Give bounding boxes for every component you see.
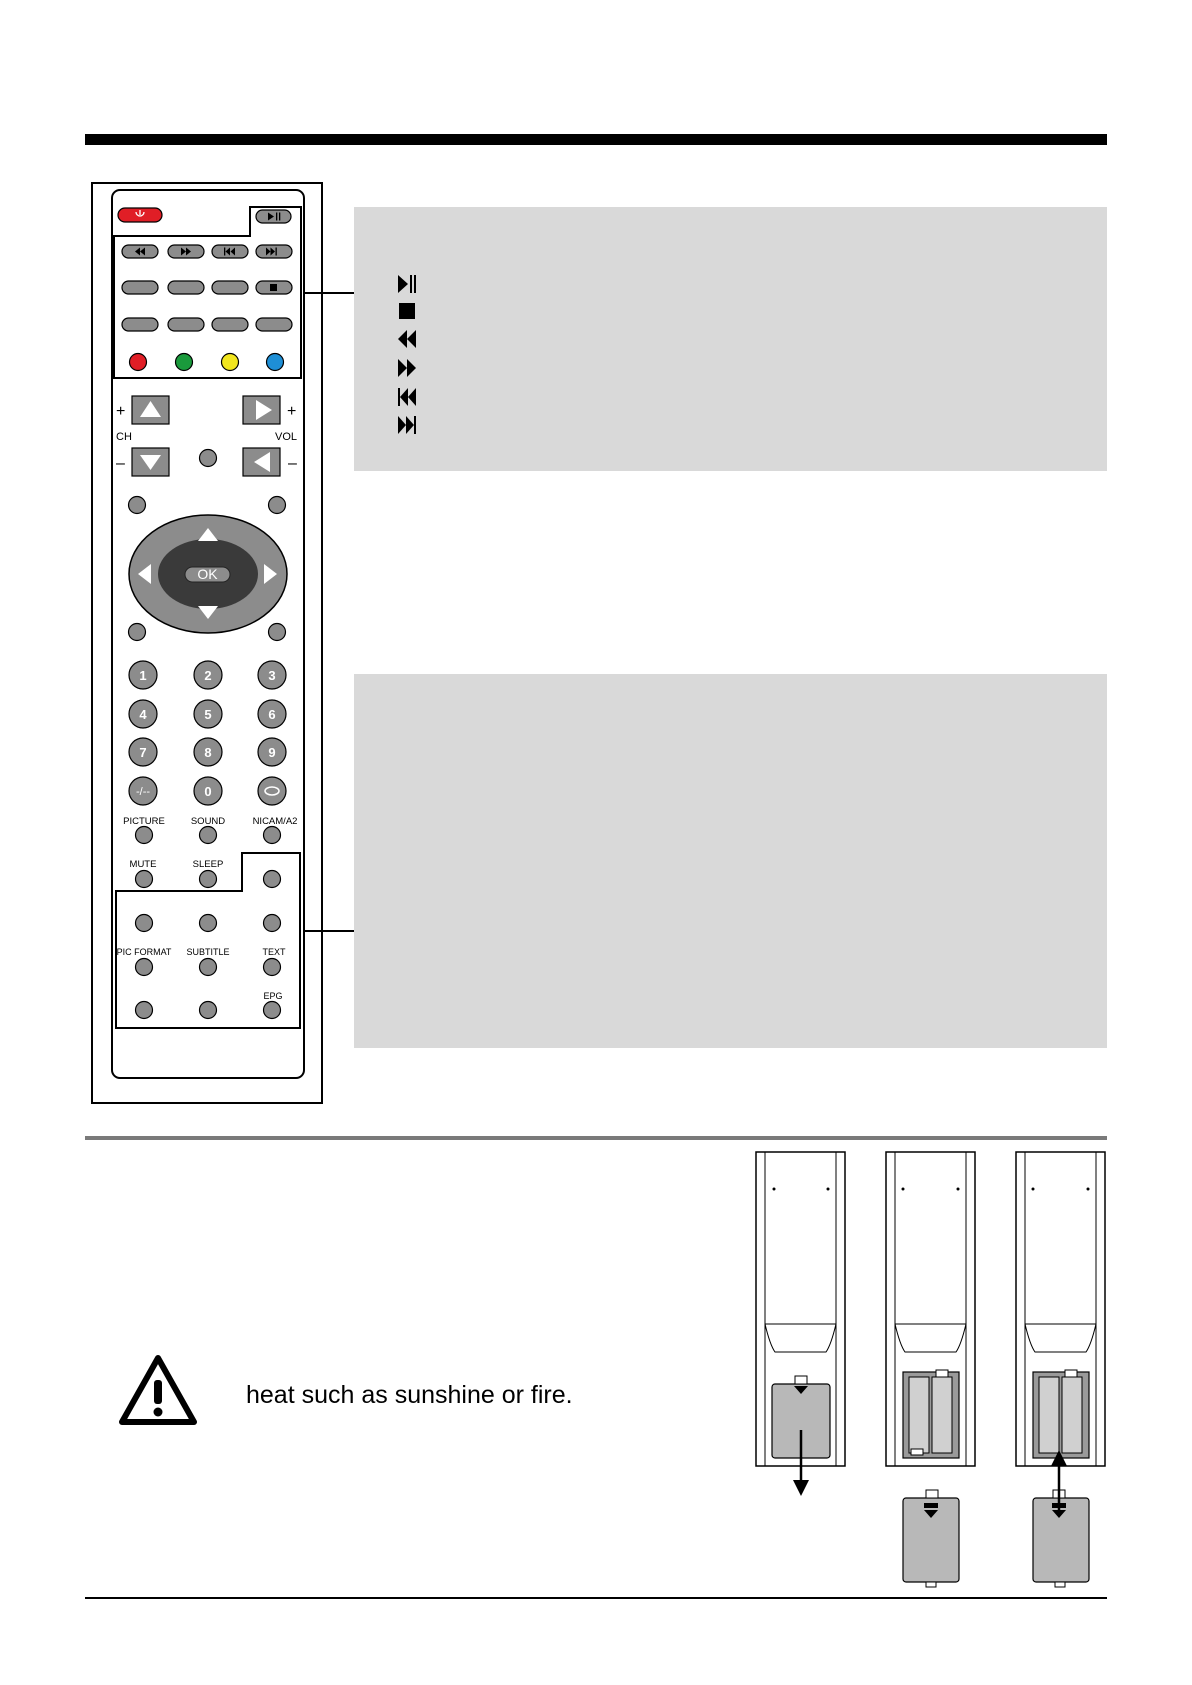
digit-label: 2 — [204, 668, 212, 683]
function-keys-panel — [354, 674, 1107, 1048]
digit-label: 5 — [204, 707, 212, 722]
digit-label: 9 — [268, 745, 276, 760]
rewind-icon — [396, 328, 418, 350]
media-keys-panel — [354, 207, 1107, 471]
subtitle-button[interactable] — [200, 959, 217, 976]
red-key[interactable] — [130, 354, 147, 371]
round-button[interactable] — [264, 871, 281, 888]
round-button[interactable] — [136, 1002, 153, 1019]
blue-key[interactable] — [267, 354, 284, 371]
vol-label: VOL — [275, 431, 298, 443]
vol-up-button[interactable] — [243, 396, 280, 424]
yellow-key[interactable] — [222, 354, 239, 371]
digit-label: 7 — [139, 745, 147, 760]
battery-warning-text: heat such as sunshine or fire. — [246, 1381, 573, 1409]
vol-plus-label: + — [287, 403, 297, 420]
vol-down-button[interactable] — [243, 448, 280, 476]
sleep-button[interactable] — [200, 871, 217, 888]
power-button[interactable] — [118, 208, 162, 222]
epg-label: EPG — [263, 991, 283, 1001]
mute-label: MUTE — [129, 859, 157, 870]
ch-down-button[interactable] — [132, 448, 169, 476]
remote-battery-compartment — [886, 1152, 975, 1466]
remote-cover-replacement — [1016, 1152, 1105, 1466]
pic-format-label: PIC FORMAT — [116, 947, 172, 957]
sound-button[interactable] — [200, 827, 217, 844]
rewind-button[interactable] — [122, 245, 158, 258]
round-button[interactable] — [136, 915, 153, 932]
media-button[interactable] — [168, 318, 204, 331]
round-button[interactable] — [129, 624, 146, 641]
battery-cover — [903, 1490, 959, 1587]
previous-icon — [396, 386, 418, 408]
text-button[interactable] — [264, 959, 281, 976]
round-button[interactable] — [269, 624, 286, 641]
digit-label: 0 — [204, 784, 212, 799]
digit-label: 3 — [268, 668, 276, 683]
battery-install-diagram — [750, 1148, 1110, 1588]
top-rule — [85, 134, 1107, 145]
ch-up-button[interactable] — [132, 396, 169, 424]
ch-label: CH — [116, 431, 132, 443]
media-button[interactable] — [212, 318, 248, 331]
stop-icon — [396, 300, 418, 322]
sleep-label: SLEEP — [192, 859, 224, 870]
sound-label: SOUND — [190, 816, 226, 827]
picture-label: PICTURE — [123, 816, 165, 827]
ch-plus-label: + — [116, 403, 126, 420]
digit-label: 1 — [139, 668, 147, 683]
ok-button[interactable] — [185, 566, 230, 582]
ch-minus-label: – — [116, 455, 125, 472]
ok-label: OK — [197, 566, 218, 582]
round-button[interactable] — [264, 915, 281, 932]
green-key[interactable] — [176, 354, 193, 371]
round-button[interactable] — [269, 497, 286, 514]
text-label: TEXT — [262, 947, 286, 957]
media-button[interactable] — [256, 318, 292, 331]
media-button[interactable] — [168, 281, 204, 294]
pic-format-button[interactable] — [136, 959, 153, 976]
remote-control-diagram — [90, 181, 324, 1105]
section-divider — [85, 1136, 1107, 1140]
stop-button[interactable] — [256, 281, 292, 294]
mute-button[interactable] — [136, 871, 153, 888]
warning-triangle-icon — [118, 1354, 198, 1426]
digit-label: 8 — [204, 745, 212, 760]
play-pause-icon — [396, 273, 418, 295]
subtitle-label: SUBTITLE — [186, 947, 230, 957]
fast-forward-button[interactable] — [168, 245, 204, 258]
next-button[interactable] — [256, 245, 292, 258]
picture-button[interactable] — [136, 827, 153, 844]
recall-button[interactable] — [258, 777, 286, 805]
remote-back-cover-removal — [756, 1152, 845, 1496]
vol-minus-label: – — [288, 455, 297, 472]
dash-label: -/-- — [135, 786, 151, 798]
round-button[interactable] — [200, 1002, 217, 1019]
battery-cover — [1033, 1490, 1089, 1587]
play-pause-button[interactable] — [256, 210, 291, 223]
media-button[interactable] — [212, 281, 248, 294]
epg-button[interactable] — [264, 1002, 281, 1019]
media-button[interactable] — [122, 318, 158, 331]
round-button[interactable] — [129, 497, 146, 514]
bottom-rule — [85, 1597, 1107, 1599]
digit-label: 4 — [139, 707, 147, 722]
next-icon — [396, 414, 418, 436]
digit-label: 6 — [268, 707, 276, 722]
previous-button[interactable] — [212, 245, 248, 258]
nicam-label: NICAM/A2 — [252, 816, 298, 827]
round-button[interactable] — [200, 915, 217, 932]
fast-forward-icon — [396, 357, 418, 379]
nicam-button[interactable] — [264, 827, 281, 844]
round-button[interactable] — [200, 450, 217, 467]
media-button[interactable] — [122, 281, 158, 294]
